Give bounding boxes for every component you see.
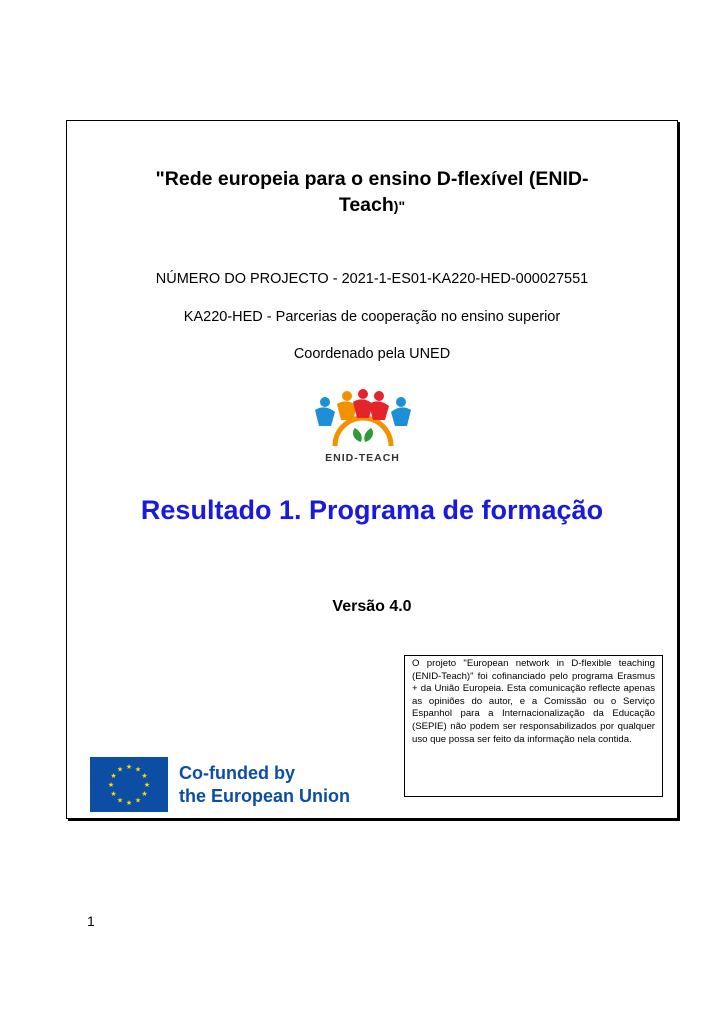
eu-cofunded-text (179, 762, 350, 808)
action-type: KA220-HED - Parcerias de cooperação no ensino superior (183, 309, 561, 325)
svg-text:★: ★ (141, 772, 148, 780)
result-title: Resultado 1. Programa de formação (140, 495, 604, 525)
coordinator: Coordenado pela UNED (293, 346, 451, 362)
svg-text:★: ★ (134, 796, 142, 805)
svg-text:★: ★ (125, 799, 133, 807)
svg-text:★: ★ (110, 772, 117, 780)
page-number: 1 (87, 913, 95, 929)
disclaimer-box: O projeto "European network in D-flexible teaching (ENID-Teach)" foi cofinanciado pelo programa Erasmus + da União Europeia. Esta comunicação reflecte apenas as opiniões do autor, e a Comissão ou o Serviço Espanhol para a Internacionalização da Educação (SEPIE) não podem ser responsabilizados por qualquer uso que possa ser feito da informação nela contida. (404, 655, 663, 797)
svg-text:★: ★ (141, 790, 148, 798)
logo-wordmark: ENID-TEACH (325, 452, 400, 464)
title-line-1: "Rede europeia para o ensino D-flexível (ENID- (155, 168, 589, 190)
svg-text:★: ★ (143, 781, 151, 789)
title-line-2: Teach (338, 194, 394, 216)
svg-text:★: ★ (116, 765, 124, 774)
eu-cofunded-logo (90, 757, 370, 813)
svg-text:★: ★ (116, 796, 124, 805)
svg-text:★: ★ (134, 765, 142, 774)
svg-text:★: ★ (125, 763, 133, 771)
eu-flag-icon (90, 757, 168, 812)
document-title (66, 166, 678, 219)
svg-text:★: ★ (110, 790, 117, 798)
version-label: Versão 4.0 (332, 598, 412, 615)
eu-text-line-1: Co-funded by (179, 763, 295, 783)
project-number: NÚMERO DO PROJECTO - 2021-1-ES01-KA220-HED-000027551 (155, 271, 589, 287)
svg-text:★: ★ (107, 781, 115, 789)
title-closing-quote: )" (393, 198, 406, 214)
eu-text-line-2: the European Union (179, 786, 350, 806)
